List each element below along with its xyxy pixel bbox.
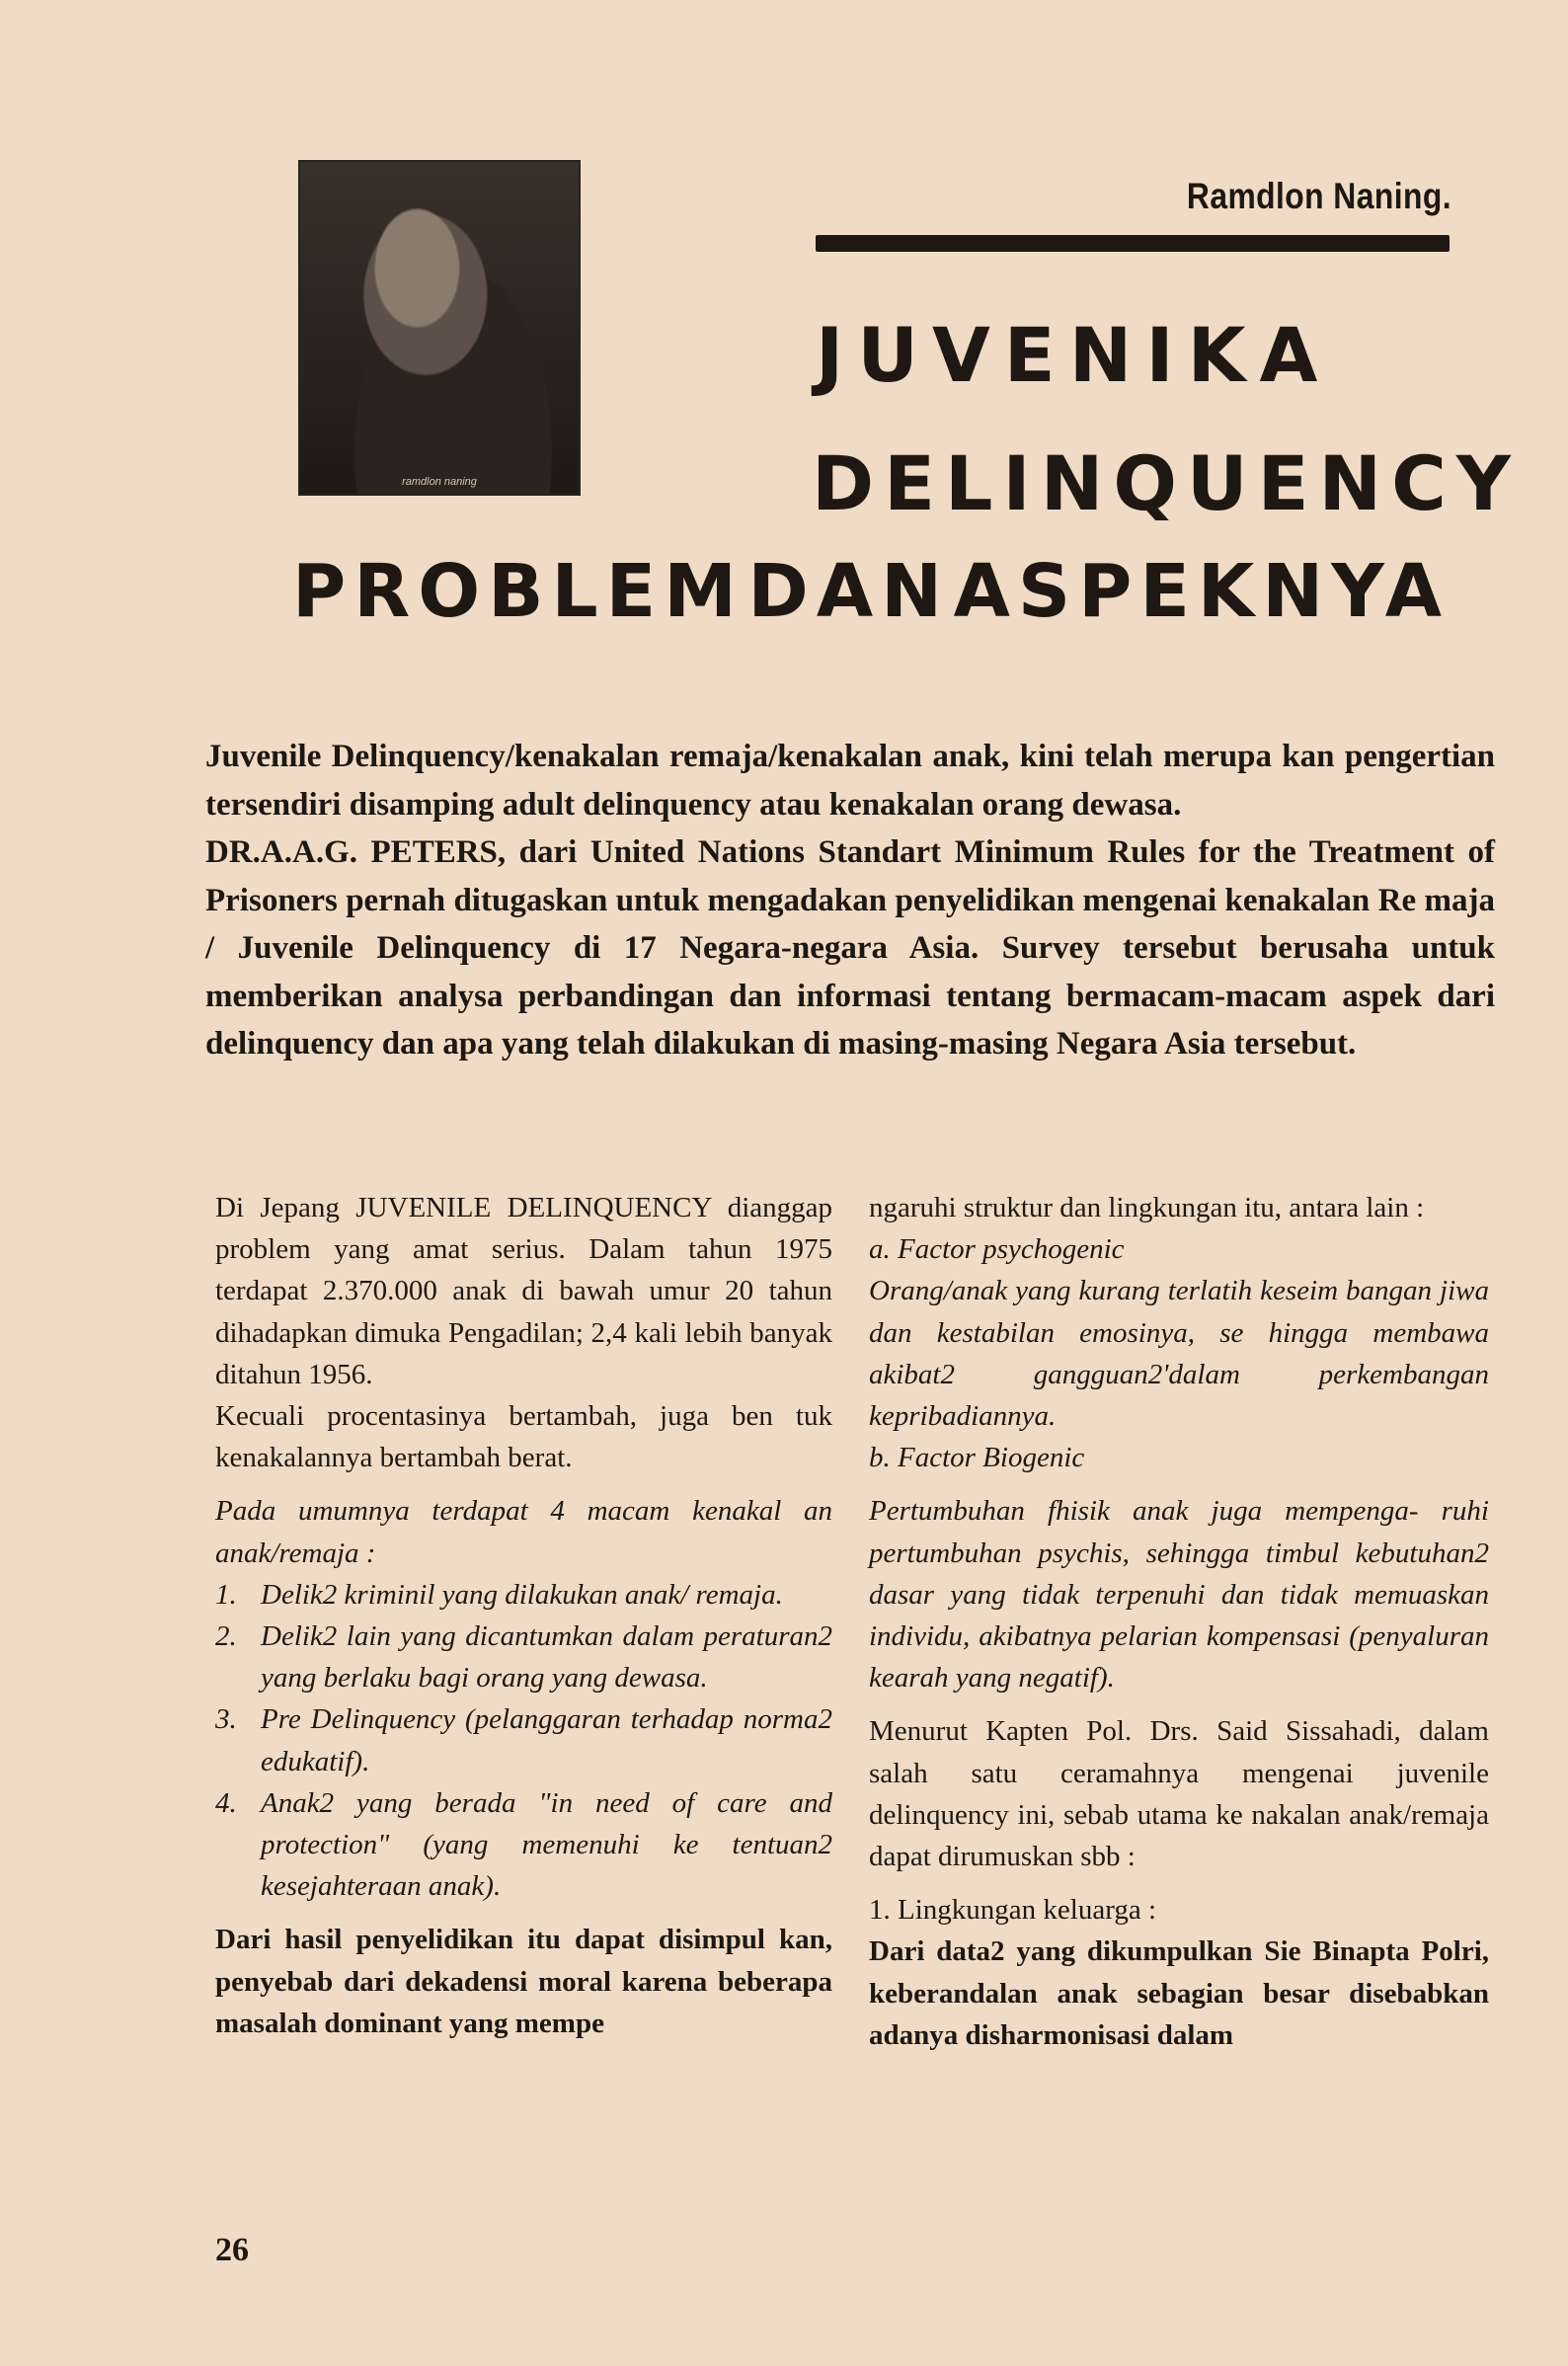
list-number: 3. bbox=[215, 1703, 237, 1736]
body-paragraph: Kecuali procentasinya bertambah, juga ben tuk kenakalannya bertambah berat. bbox=[215, 1400, 832, 1474]
title-rule bbox=[816, 235, 1450, 252]
list-text: Anak2 yang berada "in need of care and protection" (yang memenuhi ke tentuan2 kesejahteraan anak). bbox=[261, 1786, 832, 1903]
photo-caption: ramdlon naning bbox=[402, 476, 477, 488]
list-item bbox=[215, 1574, 832, 1616]
list-item bbox=[215, 1782, 832, 1908]
title-word: PROBLEM bbox=[292, 549, 745, 634]
list-text: Delik2 kriminil yang dilakukan anak/ remaja. bbox=[261, 1578, 783, 1611]
list-item bbox=[215, 1616, 832, 1698]
left-column bbox=[215, 1187, 832, 2044]
title-line-1: JUVENIKA bbox=[816, 311, 1332, 399]
section-heading: 1. Lingkungan keluarga : bbox=[869, 1894, 1157, 1927]
body-paragraph: Dari hasil penyelidikan itu dapat disimpul kan, penyebab dari dekadensi moral karena beberapa masalah dominant yang mempe bbox=[215, 1924, 832, 2039]
list-item bbox=[215, 1698, 832, 1781]
factor-text: Pertumbuhan fhisik anak juga mempenga- ruhi pertumbuhan psychis, sehingga timbul kebutuhan2 dasar yang tidak terpenuhi dan tidak memuaskan individu, akibatnya pelarian kompensasi (penyaluran kearah yang negatif). bbox=[869, 1495, 1489, 1695]
title-line-2: DELINQUENCY bbox=[812, 439, 1521, 527]
list-intro: Pada umumnya terdapat 4 macam kenakal an anak/remaja : bbox=[215, 1495, 832, 1569]
lead-text: DR.A.A.G. PETERS, dari United Nations Standart Minimum Rules for the Treatment of Prisoners pernah ditugaskan untuk mengadakan penyelidikan mengenai kenakalan Re maja / Juvenile Delinquency di 17 Negara-negara Asia. Survey tersebut berusaha untuk memberikan analysa perbandingan dan informasi tentang bermacam-macam aspek dari delinquency dan apa yang telah dilakukan di masing-masing Negara Asia tersebut. bbox=[205, 834, 1495, 1062]
body-paragraph: ngaruhi struktur dan lingkungan itu, antara lain : bbox=[869, 1192, 1425, 1223]
body-paragraph: Di Jepang JUVENILE DELINQUENCY dianggap problem yang amat serius. Dalam tahun 1975 terdapat 2.370.000 anak di bawah umur 20 tahun dihadapkan dimuka Pengadilan; 2,4 kali lebih banyak ditahun 1956. bbox=[215, 1192, 832, 1390]
author-photo bbox=[298, 160, 581, 496]
right-column bbox=[869, 1187, 1489, 2056]
title-word: DAN bbox=[747, 549, 951, 634]
factor-text: Orang/anak yang kurang terlatih keseim bangan jiwa dan kestabilan emosinya, se hingga membawa akibat2 gangguan2'dalam perkembangan kepribadiannya. bbox=[869, 1275, 1489, 1433]
author-name: Ramdlon Naning. bbox=[1186, 176, 1451, 216]
list-text: Pre Delinquency (pelanggaran terhadap norma2 edukatif). bbox=[261, 1703, 832, 1777]
page-number: 26 bbox=[215, 2232, 249, 2268]
lead-paragraph bbox=[205, 733, 1495, 1068]
list-number: 4. bbox=[215, 1786, 237, 1819]
title-line-3 bbox=[292, 549, 1450, 634]
list-number: 2. bbox=[215, 1620, 237, 1653]
body-paragraph: Menurut Kapten Pol. Drs. Said Sissahadi, dalam salah satu ceramahnya mengenai juvenile delinquency ini, sebab utama ke nakalan anak/remaja dapat dirumuskan sbb : bbox=[869, 1715, 1489, 1873]
factor-heading: b. Factor Biogenic bbox=[869, 1442, 1085, 1474]
lead-text: Juvenile Delinquency/kenakalan remaja/kenakalan anak, kini telah merupa kan pengertian tersendiri disamping adult delinquency atau kenakalan orang dewasa. bbox=[205, 739, 1495, 823]
title-word: ASPEKNYA bbox=[953, 549, 1450, 634]
list-text: Delik2 lain yang dicantumkan dalam peraturan2 yang berlaku bagi orang yang dewasa. bbox=[261, 1620, 832, 1695]
factor-heading: a. Factor psychogenic bbox=[869, 1233, 1125, 1266]
body-paragraph: Dari data2 yang dikumpulkan Sie Binapta Polri, keberandalan anak sebagian besar disebabkan adanya disharmonisasi dalam bbox=[869, 1935, 1489, 2051]
list-number: 1. bbox=[215, 1578, 237, 1611]
